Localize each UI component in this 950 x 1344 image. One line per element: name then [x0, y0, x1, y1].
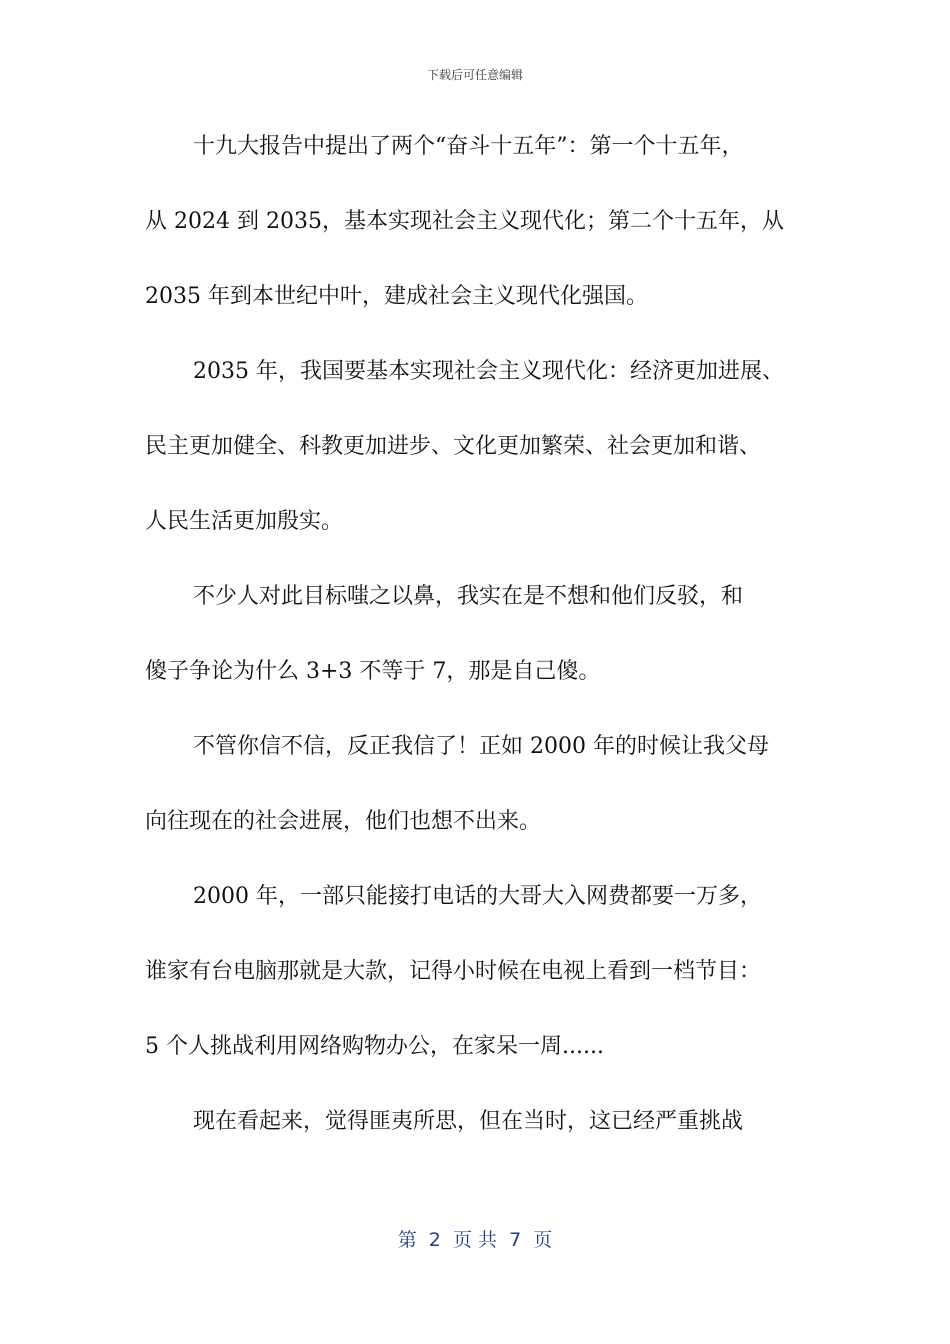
text-line: 5 个人挑战利用网络购物办公，在家呆一周......	[145, 1034, 604, 1059]
text-line: 谁家有台电脑那就是大款，记得小时候在电视上看到一档节目：	[145, 959, 762, 984]
text-line: 人民生活更加殷实。	[145, 509, 344, 534]
text-line: 从 2024 到 2035，基本实现社会主义现代化；第二个十五年，从	[145, 209, 784, 234]
text-line: 2035 年，我国要基本实现社会主义现代化：经济更加进展、	[193, 359, 784, 384]
text-line: 现在看起来，觉得匪夷所思，但在当时，这已经严重挑战	[193, 1109, 744, 1134]
text-line: 2000 年，一部只能接打电话的大哥大入网费都要一万多，	[193, 884, 762, 909]
text-line: 十九大报告中提出了两个“奋斗十五年”：第一个十五年，	[193, 134, 744, 159]
page-number-footer: 第 2 页 共 7 页	[397, 1229, 553, 1251]
text-line: 民主更加健全、科教更加进步、文化更加繁荣、社会更加和谐、	[145, 434, 762, 459]
text-line: 向往现在的社会进展，他们也想不出来。	[145, 809, 542, 834]
text-line: 不少人对此目标嗤之以鼻，我实在是不想和他们反驳，和	[193, 584, 744, 609]
text-line: 傻子争论为什么 3+3 不等于 7，那是自己傻。	[145, 659, 601, 684]
text-line: 不管你信不信，反正我信了！正如 2000 年的时候让我父母	[193, 734, 769, 759]
text-line: 2035 年到本世纪中叶，建成社会主义现代化强国。	[145, 284, 648, 309]
page-header: 下载后可任意编辑	[426, 68, 523, 82]
